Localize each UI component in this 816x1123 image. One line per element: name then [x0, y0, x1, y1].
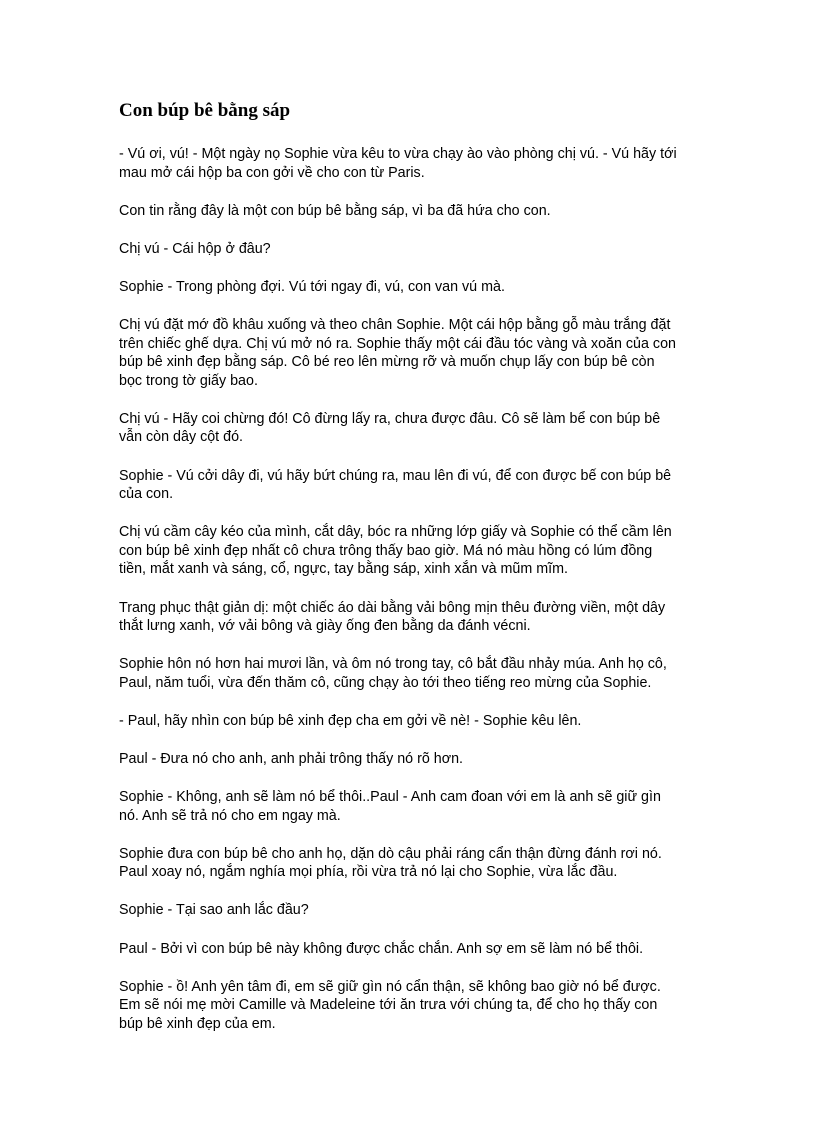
text-line: bọc trong tờ giấy bao.	[119, 372, 258, 389]
text-line: Chị vú đặt mớ đồ khâu xuống và theo chân Sophie. Một cái hộp bằng gỗ màu trắng đặt	[119, 316, 671, 333]
text-line: Chị vú - Cái hộp ở đâu?	[119, 240, 271, 257]
paragraph	[119, 901, 701, 920]
paragraph	[119, 750, 701, 769]
paragraph	[119, 202, 701, 221]
paragraph	[119, 599, 701, 636]
text-line: Sophie - Trong phòng đợi. Vú tới ngay đi, vú, con van vú mà.	[119, 278, 505, 295]
text-line: búp bê xinh đẹp bằng sáp. Cô bé reo lên mừng rỡ và muốn chụp lấy con búp bê còn	[119, 354, 655, 371]
paragraph	[119, 712, 701, 731]
paragraph	[119, 845, 701, 882]
paragraph	[119, 410, 701, 447]
text-line: Em sẽ nói mẹ mời Camille và Madeleine tới ăn trưa với chúng ta, để cho họ thấy con	[119, 997, 658, 1014]
paragraph	[119, 940, 701, 959]
text-line: - Vú ơi, vú! - Một ngày nọ Sophie vừa kêu to vừa chạy ào vào phòng chị vú. - Vú hãy tới	[119, 146, 677, 162]
text-line: Sophie - ồ! Anh yên tâm đi, em sẽ giữ gìn nó cẩn thận, sẽ không bao giờ nó bể được.	[119, 978, 661, 995]
text-line: Chị vú cầm cây kéo của mình, cắt dây, bóc ra những lớp giấy và Sophie có thể cầm lên	[119, 524, 672, 541]
text-line: Sophie - Không, anh sẽ làm nó bể thôi..Paul - Anh cam đoan với em là anh sẽ giữ gìn	[119, 789, 661, 806]
paragraph	[119, 655, 701, 692]
text-line: của con.	[119, 486, 174, 503]
paragraph	[119, 316, 701, 390]
text-line: mau mở cái hộp ba con gởi về cho con từ Paris.	[119, 164, 425, 181]
text-line: - Paul, hãy nhìn con búp bê xinh đẹp cha em gởi về nè! - Sophie kêu lên.	[119, 712, 582, 729]
paragraph	[119, 467, 701, 504]
text-line: Paul xoay nó, ngắm nghía mọi phía, rồi vừa trả nó lại cho Sophie, vừa lắc đầu.	[119, 864, 618, 881]
text-line: Sophie hôn nó hơn hai mươi lần, và ôm nó trong tay, cô bắt đầu nhảy múa. Anh họ cô,	[119, 656, 667, 673]
text-line: Sophie - Tại sao anh lắc đầu?	[119, 902, 309, 919]
text-line: vẫn còn dây cột đó.	[119, 429, 243, 446]
document-title: Con búp bê bằng sáp	[119, 100, 291, 121]
text-line: nó. Anh sẽ trả nó cho em ngay mà.	[119, 807, 341, 824]
text-line: trên chiếc ghế dựa. Chị vú mở nó ra. Sophie thấy một cái đầu tóc vàng và xoăn của con	[119, 335, 676, 352]
paragraph	[119, 978, 701, 1034]
text-line: Sophie - Vú cởi dây đi, vú hãy bứt chúng ra, mau lên đi vú, để con được bế con búp bê	[119, 467, 672, 484]
document-body	[119, 145, 701, 1053]
paragraph	[119, 240, 701, 259]
text-line: Sophie đưa con búp bê cho anh họ, dặn dò cậu phải ráng cẩn thận đừng đánh rơi nó.	[119, 845, 662, 862]
text-line: tiền, mắt xanh và sáng, cổ, ngực, tay bằng sáp, xinh xắn và mũm mĩm.	[119, 561, 569, 578]
text-line: Paul - Đưa nó cho anh, anh phải trông thấy nó rõ hơn.	[119, 750, 464, 767]
paragraph	[119, 145, 701, 182]
paragraph	[119, 523, 701, 579]
text-line: Paul - Bởi vì con búp bê này không được chắc chắn. Anh sợ em sẽ làm nó bể thôi.	[119, 940, 644, 957]
text-line: con búp bê xinh đẹp nhất cô chưa trông thấy bao giờ. Má nó màu hồng có lúm đồng	[119, 542, 653, 559]
paragraph	[119, 278, 701, 297]
text-line: Chị vú - Hãy coi chừng đó! Cô đừng lấy ra, chưa được đâu. Cô sẽ làm bể con búp bê	[119, 410, 661, 427]
text-line: búp bê xinh đẹp của em.	[119, 1015, 276, 1032]
text-line: Trang phục thật giản dị: một chiếc áo dài bằng vải bông mịn thêu đường viền, một dây	[119, 599, 666, 616]
text-line: Con tin rằng đây là một con búp bê bằng sáp, vì ba đã hứa cho con.	[119, 202, 551, 219]
text-line: Paul, năm tuổi, vừa đến thăm cô, cũng chạy ào tới theo tiếng reo mừng của Sophie.	[119, 674, 652, 691]
paragraph	[119, 788, 701, 825]
text-line: thắt lưng xanh, vớ vải bông và giày ống đen bằng da đánh vécni.	[119, 618, 531, 635]
